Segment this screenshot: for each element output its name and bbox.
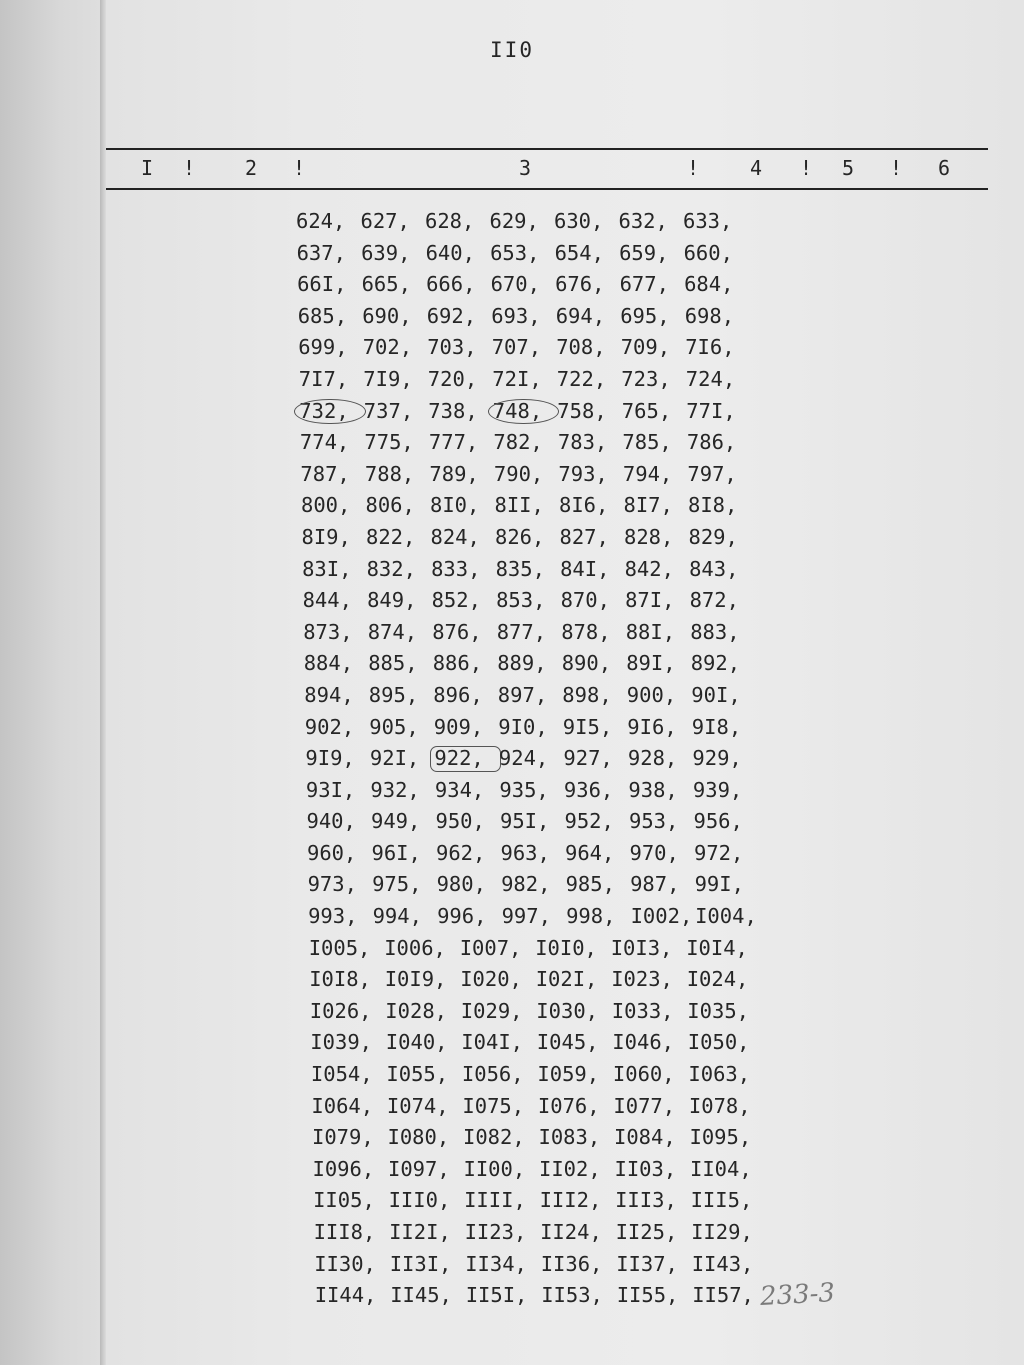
number-entry: I005,: [308, 935, 371, 960]
number-entry: 748,: [493, 396, 558, 428]
number-entry: III2,: [539, 1188, 602, 1213]
header-bottom-rule: [106, 188, 988, 190]
number-row: [303, 617, 786, 649]
number-entry: 950,: [435, 809, 485, 834]
number-entry: I035,: [687, 998, 750, 1023]
number-entry: 822,: [366, 524, 416, 549]
number-entry: 786,: [686, 430, 737, 455]
number-entry: 694,: [555, 303, 606, 328]
number-row: [303, 585, 786, 617]
number-entry: 827,: [559, 524, 609, 549]
number-entry: II00,: [463, 1156, 526, 1181]
number-entry: I0I9,: [384, 967, 447, 992]
number-entry: I075,: [462, 1093, 525, 1118]
number-entry: I097,: [388, 1156, 450, 1181]
number-entry: II30,: [314, 1251, 376, 1276]
number-entry: II37,: [616, 1251, 678, 1276]
number-entry: 632,: [618, 209, 668, 233]
number-entry: 637,: [296, 240, 346, 265]
number-entry: II53,: [541, 1283, 603, 1308]
number-row: [300, 459, 786, 491]
number-entry: II23,: [464, 1220, 527, 1244]
number-entry: 785,: [622, 430, 672, 455]
number-entry: 935,: [499, 777, 549, 802]
number-row: [310, 996, 786, 1028]
number-row: [302, 554, 786, 586]
number-entry: 934,: [434, 777, 485, 802]
number-entry: 8I8,: [688, 493, 738, 518]
number-entry: 72I,: [492, 366, 542, 391]
number-entry: 982,: [501, 872, 551, 897]
number-row: [311, 1091, 786, 1123]
number-entry: II3I,: [389, 1251, 452, 1276]
number-entry: 666,: [426, 272, 476, 297]
number-entry: I084,: [614, 1125, 676, 1150]
number-entry: 8I0,: [430, 493, 480, 518]
number-entry: 852,: [431, 588, 481, 613]
number-entry: II5I,: [465, 1283, 528, 1308]
number-entry: 806,: [365, 493, 415, 518]
number-entry: I020,: [460, 967, 522, 992]
number-entry: 800,: [301, 493, 351, 518]
number-entry: 758,: [557, 398, 607, 423]
number-entry: 665,: [361, 272, 411, 297]
number-entry: 953,: [629, 809, 679, 834]
number-entry: 909,: [433, 714, 484, 739]
number-entry: II36,: [540, 1251, 603, 1276]
number-entry: 886,: [432, 651, 483, 676]
number-entry: 898,: [562, 682, 612, 707]
number-entry: II04,: [690, 1156, 752, 1181]
number-entry: 952,: [564, 809, 614, 834]
number-entry: I0I0,: [535, 935, 597, 960]
number-entry: 902,: [304, 714, 355, 739]
number-entry: 8II,: [494, 493, 544, 518]
number-entry: 962,: [436, 840, 486, 865]
number-entry: 987,: [630, 872, 680, 897]
number-entry: 653,: [490, 240, 540, 265]
number-entry: 677,: [619, 272, 669, 297]
number-entry: 996,: [437, 904, 487, 929]
number-entry: 972,: [694, 840, 744, 865]
number-row: [299, 396, 786, 428]
number-entry: 900,: [626, 682, 677, 707]
number-row: [304, 648, 786, 680]
number-entry: 692,: [426, 303, 477, 328]
number-entry: 939,: [692, 777, 743, 802]
number-entry: II03,: [614, 1156, 677, 1181]
number-entry: 8I6,: [559, 493, 609, 518]
number-entry: 843,: [689, 556, 739, 581]
number-entry: 630,: [554, 209, 604, 233]
number-entry: I080,: [387, 1125, 450, 1150]
page-binding-shadow: [100, 0, 106, 1365]
number-entry: 723,: [621, 366, 671, 391]
number-entry: 884,: [303, 651, 354, 676]
column-header-1: I: [141, 156, 154, 180]
number-row: [313, 1185, 786, 1217]
number-entry: 9I0,: [498, 714, 548, 739]
number-entry: 88I,: [625, 619, 676, 644]
number-entry: 973,: [307, 872, 357, 897]
number-row: [315, 1280, 786, 1312]
number-entry: 849,: [367, 588, 417, 613]
number-entry: 889,: [497, 651, 547, 676]
number-entry: 788,: [364, 461, 415, 486]
number-row: [308, 901, 786, 933]
number-entry: I033,: [611, 998, 674, 1023]
number-entry: II02,: [539, 1156, 601, 1181]
number-entry: 936,: [563, 777, 614, 802]
number-entry: I078,: [688, 1093, 751, 1118]
number-entry: I082,: [463, 1125, 525, 1150]
number-entry: 980,: [436, 872, 486, 897]
number-entry: 670,: [490, 272, 540, 297]
number-entry: 894,: [304, 682, 354, 707]
number-entry: 797,: [687, 461, 737, 486]
number-entry: 7I7,: [298, 366, 349, 391]
number-row: [302, 522, 787, 554]
number-entry: I024,: [686, 967, 749, 992]
number-entry: I063,: [688, 1062, 751, 1087]
column-separator: !: [293, 156, 306, 180]
number-entry: 695,: [620, 303, 670, 328]
number-row: [312, 1122, 786, 1154]
number-row: [309, 933, 786, 965]
number-entry: II24,: [540, 1220, 602, 1244]
number-entry: 956,: [693, 809, 743, 834]
number-row: [314, 1217, 786, 1249]
number-entry: III3,: [615, 1188, 677, 1213]
number-entry: 892,: [690, 651, 741, 676]
number-entry: 790,: [493, 461, 544, 486]
header-top-rule: [106, 148, 988, 150]
number-entry: I026,: [309, 998, 372, 1023]
number-entry: 628,: [425, 209, 475, 233]
number-entry: 896,: [433, 682, 483, 707]
number-entry: 905,: [369, 714, 419, 739]
number-entry: 624,: [296, 209, 346, 233]
number-entry: 842,: [624, 556, 674, 581]
number-entry: I055,: [386, 1062, 449, 1087]
number-row: [314, 1249, 786, 1281]
number-entry: II44,: [314, 1283, 377, 1308]
column-header-2: 2: [245, 156, 258, 180]
number-entry: 703,: [427, 335, 477, 360]
number-entry: II55,: [616, 1283, 679, 1308]
column-header-3: 3: [519, 156, 532, 180]
number-entry: I045,: [536, 1030, 599, 1055]
number-entry: I006,: [384, 935, 446, 960]
number-entry: I059,: [537, 1062, 600, 1087]
number-entry: II43,: [691, 1251, 754, 1276]
number-entry: 949,: [371, 809, 421, 834]
number-entry: I04I,: [461, 1030, 524, 1055]
number-entry: 684,: [684, 272, 734, 297]
number-entry: I054,: [310, 1062, 373, 1087]
number-entry: 660,: [683, 240, 733, 265]
number-entry: 8I9,: [301, 524, 351, 549]
number-entry: I079,: [312, 1125, 374, 1150]
number-entry: III5,: [690, 1188, 753, 1213]
number-entry: 709,: [620, 335, 671, 360]
number-entry: 702,: [362, 335, 413, 360]
number-entry: 708,: [556, 335, 606, 360]
number-row: [296, 206, 786, 238]
number-entry: 654,: [554, 240, 604, 265]
number-entry: 932,: [370, 777, 420, 802]
column-separator: !: [183, 156, 196, 180]
number-entry: II25,: [615, 1220, 678, 1244]
number-entry: I030,: [536, 998, 599, 1023]
number-entry: I029,: [460, 998, 523, 1023]
column-header-5: 5: [842, 156, 855, 180]
number-entry: 828,: [624, 524, 674, 549]
number-entry: 878,: [561, 619, 611, 644]
number-entry: 738,: [428, 398, 478, 423]
number-entry: 794,: [622, 461, 673, 486]
number-entry: 876,: [432, 619, 482, 644]
number-entry: 89I,: [626, 651, 676, 676]
number-entry: 676,: [555, 272, 605, 297]
number-entry: 997,: [501, 904, 551, 929]
number-entry: 99I,: [694, 872, 744, 897]
number-entry: 787,: [300, 461, 350, 486]
number-entry: 9I8,: [691, 714, 742, 739]
number-entry: 833,: [431, 556, 481, 581]
number-entry: 627,: [360, 209, 410, 233]
number-entry: I02I,: [535, 967, 598, 992]
number-entry: 699,: [298, 335, 348, 360]
number-entry: 844,: [302, 588, 352, 613]
number-entry: I0I8,: [309, 967, 371, 992]
number-entry: 96I,: [371, 840, 421, 865]
number-entry: 633,: [683, 209, 733, 233]
number-row: [308, 869, 786, 901]
number-entry: 985,: [565, 872, 615, 897]
number-entry: 890,: [561, 651, 612, 676]
number-entry: 994,: [372, 904, 422, 929]
number-entry: 853,: [496, 588, 546, 613]
number-entry: 998,: [566, 904, 616, 929]
number-entry: II2I,: [389, 1220, 451, 1244]
number-entry: 84I,: [560, 556, 610, 581]
number-entry: 659,: [619, 240, 669, 265]
column-header-6: 6: [938, 156, 951, 180]
number-entry: I004,: [695, 904, 757, 929]
number-entry: I074,: [386, 1093, 449, 1118]
number-entry: 895,: [368, 682, 419, 707]
number-entry: 938,: [628, 777, 678, 802]
number-entry: 874,: [367, 619, 418, 644]
number-entry: 774,: [299, 430, 350, 455]
number-entry: 885,: [368, 651, 418, 676]
number-entry: 928,: [627, 746, 678, 771]
number-entry: 975,: [372, 872, 422, 897]
column-header-4: 4: [750, 156, 763, 180]
number-entry: 722,: [556, 366, 607, 391]
number-entry: I064,: [311, 1093, 374, 1118]
number-entry: 964,: [565, 840, 615, 865]
number-entry: II05,: [313, 1188, 375, 1213]
number-row: [299, 364, 786, 396]
number-row: [307, 806, 787, 838]
number-entry: 629,: [489, 209, 539, 233]
number-entry: 9I5,: [562, 714, 613, 739]
number-entry: 793,: [558, 461, 608, 486]
number-row: [297, 238, 786, 270]
number-entry: 927,: [563, 746, 613, 771]
number-entry: 83I,: [302, 556, 352, 581]
number-entry: I0I3,: [610, 935, 673, 960]
number-entry: 924,: [498, 746, 549, 771]
number-entry: I083,: [538, 1125, 601, 1150]
number-entry: 835,: [495, 556, 545, 581]
number-entry: 9I9,: [305, 746, 355, 771]
number-row: [310, 1027, 786, 1059]
number-entry: I023,: [611, 967, 673, 992]
number-entry: 775,: [364, 430, 414, 455]
number-entry: 993,: [308, 904, 358, 929]
number-entry: I077,: [613, 1093, 676, 1118]
number-entry: I046,: [612, 1030, 675, 1055]
number-row: [301, 490, 786, 522]
number-row: [309, 964, 786, 996]
number-entry: IIII,: [464, 1188, 526, 1213]
number-entry: II57,: [692, 1283, 754, 1308]
number-entry: 963,: [500, 840, 550, 865]
number-row: [300, 427, 786, 459]
number-entry: 90I,: [691, 682, 741, 707]
number-entry: 693,: [491, 303, 541, 328]
number-entry: 8I7,: [623, 493, 673, 518]
number-list: [296, 206, 786, 1312]
number-entry: 639,: [361, 240, 411, 265]
number-entry: I007,: [459, 935, 522, 960]
number-entry: 940,: [306, 809, 356, 834]
number-entry: I060,: [612, 1062, 675, 1087]
number-entry: 789,: [429, 461, 479, 486]
number-entry: 824,: [430, 524, 480, 549]
number-entry: 897,: [497, 682, 548, 707]
number-entry: 826,: [495, 524, 545, 549]
number-entry: I056,: [461, 1062, 524, 1087]
number-entry: 7I6,: [685, 335, 735, 360]
number-row: [313, 1154, 787, 1186]
number-entry: 782,: [493, 430, 543, 455]
number-entry: 92I,: [369, 746, 420, 771]
number-entry: I095,: [689, 1125, 752, 1150]
number-entry: I0I4,: [686, 935, 748, 960]
number-entry: I096,: [312, 1156, 375, 1181]
column-separator: !: [687, 156, 700, 180]
number-entry: 87I,: [625, 588, 675, 613]
page-number: II0: [490, 38, 534, 62]
number-entry: 960,: [307, 840, 357, 865]
number-entry: I002,: [630, 904, 693, 929]
number-entry: II34,: [465, 1251, 527, 1276]
number-entry: 732,: [299, 396, 364, 428]
number-entry: III0,: [388, 1188, 451, 1213]
number-entry: I039,: [310, 1030, 373, 1055]
number-row: [306, 775, 786, 807]
number-entry: 707,: [491, 335, 542, 360]
number-entry: 720,: [427, 366, 478, 391]
number-entry: 7I9,: [363, 366, 413, 391]
number-row: [305, 712, 786, 744]
number-entry: 765,: [621, 398, 672, 423]
number-entry: 783,: [557, 430, 608, 455]
number-entry: 877,: [496, 619, 547, 644]
number-row: [307, 838, 786, 870]
number-entry: 66I,: [297, 272, 347, 297]
number-entry: 93I,: [305, 777, 356, 802]
number-entry: I076,: [537, 1093, 600, 1118]
number-entry: 737,: [363, 398, 414, 423]
number-entry: II45,: [390, 1283, 452, 1308]
number-entry: I040,: [385, 1030, 448, 1055]
number-entry: 724,: [685, 366, 736, 391]
number-entry: 640,: [425, 240, 475, 265]
number-entry: 870,: [560, 588, 610, 613]
column-separator: !: [890, 156, 903, 180]
number-entry: 685,: [297, 303, 348, 328]
number-entry: 929,: [692, 746, 742, 771]
number-entry: 970,: [629, 840, 679, 865]
number-row: [297, 269, 786, 301]
number-entry: 95I,: [500, 809, 550, 834]
number-row: [305, 743, 786, 775]
number-entry: 9I6,: [627, 714, 677, 739]
number-entry: III8,: [313, 1220, 376, 1244]
handwritten-annotation: 233-3: [759, 1278, 836, 1312]
number-row: [298, 332, 786, 364]
column-separator: !: [800, 156, 813, 180]
number-row: [304, 680, 786, 712]
number-entry: 690,: [362, 303, 412, 328]
number-entry: 77I,: [686, 398, 736, 423]
number-entry: I050,: [687, 1030, 750, 1055]
number-entry: II29,: [691, 1220, 753, 1244]
number-entry: 698,: [684, 303, 735, 328]
number-entry: 832,: [366, 556, 416, 581]
number-entry: 873,: [303, 619, 353, 644]
number-entry: 829,: [688, 524, 738, 549]
number-row: [311, 1059, 786, 1091]
number-entry: 883,: [690, 619, 740, 644]
number-entry: 922,: [434, 743, 499, 775]
number-row: [298, 301, 786, 333]
number-entry: 872,: [689, 588, 739, 613]
number-entry: I028,: [385, 998, 448, 1023]
number-entry: 777,: [428, 430, 479, 455]
